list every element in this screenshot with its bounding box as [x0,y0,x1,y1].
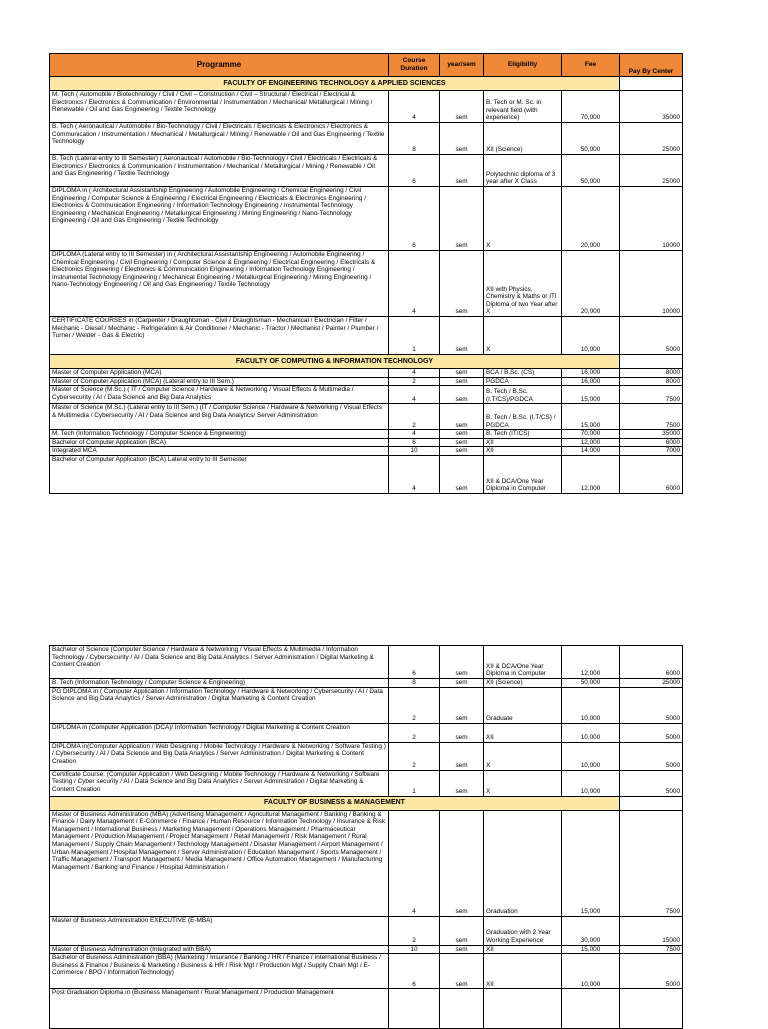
duration-cell: 2 [389,723,440,742]
pay-by-center-cell: 10000 [620,187,683,251]
yearsem-cell: sem [440,438,484,447]
fee-cell: 16,000 [562,369,620,378]
table-row [50,155,683,187]
pay-by-center-cell: 10000 [620,251,683,317]
programme-cell: CERTIFICATE COURSES in (Carpenter / Draughtsman - Civil / Draughtsman - Mechanical / Electrician / Filter / Mechanic - Diesel / Mechanic - Refrigeration & Air Conditioner / Mechanic - Tractor / Mechanist / Painter / Plumber / Turner / Welder - Gas & Electric) [50,317,389,355]
duration-cell: 4 [389,430,440,439]
fee-table-page-1 [49,53,683,494]
programme-cell: Master of Business Administration (MBA) (Advertising Management / Agricultural Management / Banking / Banking & Finance / Dairy Management / E-Commerce / Finance / Human Resource / Information Technology / Insurance & Risk Management / International Business / Marketing Management / Operations Management / Pharmaceutical Management / Production Management / Project Management / Retail Management / Risk Management / Rural Management / Supply Chain Management / Technology Management / Disaster Management / Airport Management / Urban Management / Hospital Management / Server Administration / Education Management / Sports Management / Traffic Management / Transport Management / Media Management / Office Automation Management / Manufacturing Management / Banking and Finance / Hospital Administration / [50,810,389,916]
eligibility-cell: XII & DCA/One Year Diploma in Computer [484,455,562,493]
fee-cell: 10,000 [562,770,620,796]
header-programme: Programme [50,54,389,77]
pay-by-center-cell: 25000 [620,123,683,155]
pay-by-center-cell: 25000 [620,155,683,187]
fee-cell: 10,000 [562,687,620,723]
fee-cell: 12,000 [562,646,620,679]
fee-cell: 12,000 [562,455,620,493]
eligibility-cell: PGDCA [484,377,562,386]
yearsem-cell: sem [440,945,484,954]
programme-cell: B. Tech (Lateral entry to III Semester) ( Aeronautical / Automobile / Bio-Technology / Civil / Electricals / Electricals & Electronics / Electronics & Communication / Instrumentation / Mechanical / Metallurgical / Mining / Renewable / Oil and Gas Engineering / Textile Technology [50,155,389,187]
duration-cell: 2 [389,377,440,386]
pay-by-center-cell: 8000 [620,369,683,378]
fee-cell: 10,000 [562,742,620,770]
fee-cell [562,989,620,1029]
eligibility-cell: Graduate [484,687,562,723]
fee-cell: 50,000 [562,679,620,688]
eligibility-cell: Graduation [484,810,562,916]
table-row [50,679,683,688]
table-header-row [50,54,683,77]
yearsem-cell: sem [440,455,484,493]
programme-cell: M. Tech ( Automobile / Biotechnology / Civil / Civil – Construction / Civil – Structural / Electrical / Electrical & Electronics / Electronics & Communication / Environmental / Instrumentation / Mechanical/ Metallurgical / Mining / Renewable / Oil and Gas Engineering / Textile Technology [50,91,389,123]
fee-cell: 50,000 [562,123,620,155]
duration-cell: 2 [389,742,440,770]
table-row [50,369,683,378]
fee-cell: 20,000 [562,187,620,251]
yearsem-cell: sem [440,742,484,770]
pay-by-center-cell: 35000 [620,91,683,123]
fee-cell: 20,000 [562,251,620,317]
pay-by-center-cell: 5000 [620,723,683,742]
programme-cell: Bachelor of Computer Application (BCA) Lateral entry to III Semester [50,455,389,493]
duration-cell: 4 [389,455,440,493]
fee-cell: 10,000 [562,954,620,989]
yearsem-cell: sem [440,155,484,187]
pay-by-center-cell: 5000 [620,770,683,796]
faculty-header-business: FACULTY OF BUSINESS & MANAGEMENT [50,796,620,810]
duration-cell: 2 [389,687,440,723]
eligibility-cell: XII [484,723,562,742]
table-row [50,723,683,742]
yearsem-cell: sem [440,916,484,945]
eligibility-cell: BCA / B.Sc. (CS) [484,369,562,378]
yearsem-cell: sem [440,123,484,155]
programme-cell: Integrated MCA [50,447,389,456]
duration-cell: 4 [389,251,440,317]
fee-cell: 50,000 [562,155,620,187]
yearsem-cell: sem [440,369,484,378]
table-row [50,404,683,430]
table-row [50,187,683,251]
table-row [50,687,683,723]
eligibility-cell: XII [484,438,562,447]
duration-cell: 1 [389,317,440,355]
yearsem-cell: sem [440,187,484,251]
eligibility-cell: XII (Science) [484,679,562,688]
programme-cell: Master of Business Administration (Integrated with BBA) [50,945,389,954]
duration-cell: 8 [389,123,440,155]
pay-by-center-cell: 7500 [620,810,683,916]
table-row [50,430,683,439]
table-row [50,916,683,945]
yearsem-cell: sem [440,317,484,355]
programme-cell: B. Tech ( Aeronautical / Automobile / Bio-Technology / Civil / Electricals / Electricals & Electronics / Electronics & Communication / Instrumentation / Mechanical / Metallurgical / Mining / Renewable / Oil and Gas Engineering / Textile Technology [50,123,389,155]
yearsem-cell: sem [440,810,484,916]
table-row [50,954,683,989]
fee-cell: 15,000 [562,945,620,954]
pay-by-center-cell: 35000 [620,430,683,439]
pay-by-center-cell: 7500 [620,945,683,954]
pay-by-center-cell: 5000 [620,317,683,355]
table-row [50,386,683,404]
yearsem-cell: sem [440,251,484,317]
fee-cell: 15,000 [562,386,620,404]
duration-cell: 10 [389,447,440,456]
pay-by-center-cell: 5000 [620,954,683,989]
duration-cell: 2 [389,404,440,430]
duration-cell: 6 [389,646,440,679]
eligibility-cell: XII [484,447,562,456]
yearsem-cell: sem [440,404,484,430]
programme-cell: Master of Computer Application (MCA) [50,369,389,378]
programme-cell: DIPLOMA in(Computer Application / Web Designing / Mobile Technology / Hardware & Networking / Software Testing ) / Cybersecurity / AI / Data Science and Big Data Analytics / Server Administration / Digital Marketing & Content Creation [50,742,389,770]
table-row [50,91,683,123]
pay-by-center-cell: 6000 [620,646,683,679]
yearsem-cell: sem [440,679,484,688]
table-row [50,377,683,386]
programme-cell: Master of Computer Application (MCA) (Lateral entry to III Sem.) [50,377,389,386]
duration-cell: 1 [389,770,440,796]
programme-cell: Bachelor of Science (Computer Science / Hardware & Networking / Visual Effects & Multimedia / Information Technology / Cybersecurity / AI / Data Science and Big Data Analytics / Server Administration / Digital Marketing & Content Creation [50,646,389,679]
table-row [50,646,683,679]
programme-cell: Certificate Course: (Computer Application / Web Designing / Mobile Technology / Hardware & Networking / Software Testing / Cyber security / AI / Data Science and Big Data Analytics / Server Administration / Digital Marketing & Content Creation [50,770,389,796]
duration-cell: 6 [389,438,440,447]
eligibility-cell: B. Tech / B.Sc. (I.T/CS) / PGDCA [484,404,562,430]
duration-cell: 4 [389,91,440,123]
pay-by-center-cell: 7000 [620,447,683,456]
programme-cell: DIPLOMA in (Computer Application (DCA)/ Information Technology / Digital Marketing & Content Creation [50,723,389,742]
duration-cell: 4 [389,369,440,378]
header-duration: Course Duration [389,54,440,77]
eligibility-cell: Polytechnic diploma of 3 year after X Class [484,155,562,187]
duration-cell: 10 [389,945,440,954]
duration-cell: 4 [389,810,440,916]
programme-cell: DIPLOMA (Lateral entry to III Semester) in ( Architectural Assistantship Engineering / Automobile Engineering / Chemical Engineering / Civil Engineering / Computer Science & Engineering / Electrical Engineering / Electricals & Electronics Engineering / Electronics & Communication Engineering / Information Technology Engineering / Instrumental Technology Engineering / Mechanical Engineering / Metallurgical Engineering / Mining Engineering / Nano-Technology Engineering / Oil and Gas Engineering / Textile Technology [50,251,389,317]
yearsem-cell: sem [440,386,484,404]
programme-cell: B. Tech (Information Technology / Computer Science & Engineering) [50,679,389,688]
yearsem-cell [440,989,484,1029]
table-row [50,770,683,796]
pay-by-center-cell: 7500 [620,386,683,404]
table-row [50,989,683,1029]
duration-cell: 6 [389,187,440,251]
fee-cell: 15,000 [562,810,620,916]
fee-cell: 70,000 [562,430,620,439]
eligibility-cell: XII [484,954,562,989]
programme-cell: Master of Science (M.Sc.) (Lateral entry to III Sem.) (IT / Computer Science / Hardware & Networking / Visual Effects & Multimedia / Cybersecurity / AI / Data Science and Big Data Analytics/ Server Administration [50,404,389,430]
table-row [50,447,683,456]
pay-by-center-cell: 25000 [620,679,683,688]
table-row [50,251,683,317]
yearsem-cell: sem [440,687,484,723]
programme-cell: Master of Business Administration EXECUTIVE (E-MBA) [50,916,389,945]
eligibility-cell: XII [484,945,562,954]
eligibility-cell: Graduation with 2 Year Working Experience [484,916,562,945]
programme-cell: M. Tech (Information Technology / Computer Science & Engineering) [50,430,389,439]
table-row [50,945,683,954]
header-eligibility: Eligibility [484,54,562,77]
eligibility-cell: B. Tech / B.Sc. (I.T/CS)/PGDCA [484,386,562,404]
fee-cell: 30,000 [562,916,620,945]
eligibility-cell: XII & DCA/One Year Diploma in Computer [484,646,562,679]
duration-cell: 6 [389,155,440,187]
programme-cell: PG DIPLOMA in ( Computer Application / Information Technology / Hardware & Networking / Cybersecurity / AI / Data Science and Big Data Analytics / Server Administration / Digital Marketing & Content Creation [50,687,389,723]
fee-cell: 10,000 [562,723,620,742]
fee-cell: 70,000 [562,91,620,123]
eligibility-cell: B. Tech (IT/CS) [484,430,562,439]
header-pay-by-center: Pay By Center [620,54,683,77]
table-row [50,742,683,770]
fee-cell: 14,000 [562,447,620,456]
pay-by-center-cell [620,989,683,1029]
duration-cell: 4 [389,386,440,404]
yearsem-cell: sem [440,770,484,796]
programme-cell: Bachelor of Business Administration (BBA) (Marketing / Insurance / Banking / HR / Finance / International Business / Business & Finance / Business & Marketing / Business & HR / Risk Mgt / Production Mgt / Supply Chain Mgt / E-Commerce / BPO / InformationTechnology) [50,954,389,989]
pay-by-center-cell: 7500 [620,404,683,430]
fee-cell: 16,000 [562,377,620,386]
pay-by-center-cell: 8000 [620,377,683,386]
duration-cell: 2 [389,916,440,945]
pay-by-center-cell: 6000 [620,438,683,447]
table-row [50,123,683,155]
programme-cell: Post Graduation Diploma in (Business Management / Rural Management / Production Management [50,989,389,1029]
eligibility-cell: X [484,770,562,796]
programme-cell: DIPLOMA in ( Architectural Assistantship Engineering / Automobile Engineering / Chemical Engineering / Civil Engineering / Computer Science & Engineering / Electrical Engineering / Electricals & Electronics Engineering / Electronics & Communication Engineering / Information Technology Engineering / Instrumental Technology Engineering / Mechanical Engineering / Metallurgical Engineering / Mining Engineering / Nano-Technology Engineering / Oil and Gas Engineering / Textile Technology [50,187,389,251]
table-row [50,317,683,355]
pay-by-center-cell: 15000 [620,916,683,945]
table-row [50,455,683,493]
table-row [50,810,683,916]
eligibility-cell: XII with Physics, Chemistry & Maths or ITI Diploma of two Year after X [484,251,562,317]
fee-cell: 10,000 [562,317,620,355]
yearsem-cell: sem [440,91,484,123]
duration-cell: 6 [389,954,440,989]
eligibility-cell: X [484,742,562,770]
yearsem-cell: sem [440,447,484,456]
yearsem-cell: sem [440,646,484,679]
duration-cell: 8 [389,679,440,688]
yearsem-cell: sem [440,723,484,742]
header-yearsem: year/sem [440,54,484,77]
fee-table-page-2 [49,645,683,1029]
yearsem-cell: sem [440,954,484,989]
table-row [50,438,683,447]
yearsem-cell: sem [440,430,484,439]
eligibility-cell: X [484,317,562,355]
pay-by-center-cell: 5000 [620,742,683,770]
eligibility-cell: XII (Science) [484,123,562,155]
programme-cell: Bachelor of Computer Application (BCA) [50,438,389,447]
yearsem-cell: sem [440,377,484,386]
eligibility-cell: B. Tech or M. Sc. in relevant field (with experience) [484,91,562,123]
faculty-header-engineering: FACULTY OF ENGINEERING TECHNOLOGY & APPLIED SCIENCES [50,77,620,91]
pay-by-center-cell: 5000 [620,687,683,723]
duration-cell [389,989,440,1029]
eligibility-cell: X [484,187,562,251]
fee-cell: 15,000 [562,404,620,430]
programme-cell: Master of Science (M.Sc.) ( IT / Computer Science / Hardware & Networking / Visual Effects & Multimedia / Cybersecurity / AI / Data Science and Big Data Analytics [50,386,389,404]
fee-cell: 12,000 [562,438,620,447]
header-fee: Fee [562,54,620,77]
pay-by-center-cell: 6000 [620,455,683,493]
eligibility-cell [484,989,562,1029]
faculty-header-computing: FACULTY OF COMPUTING & INFORMATION TECHNOLOGY [50,355,620,369]
